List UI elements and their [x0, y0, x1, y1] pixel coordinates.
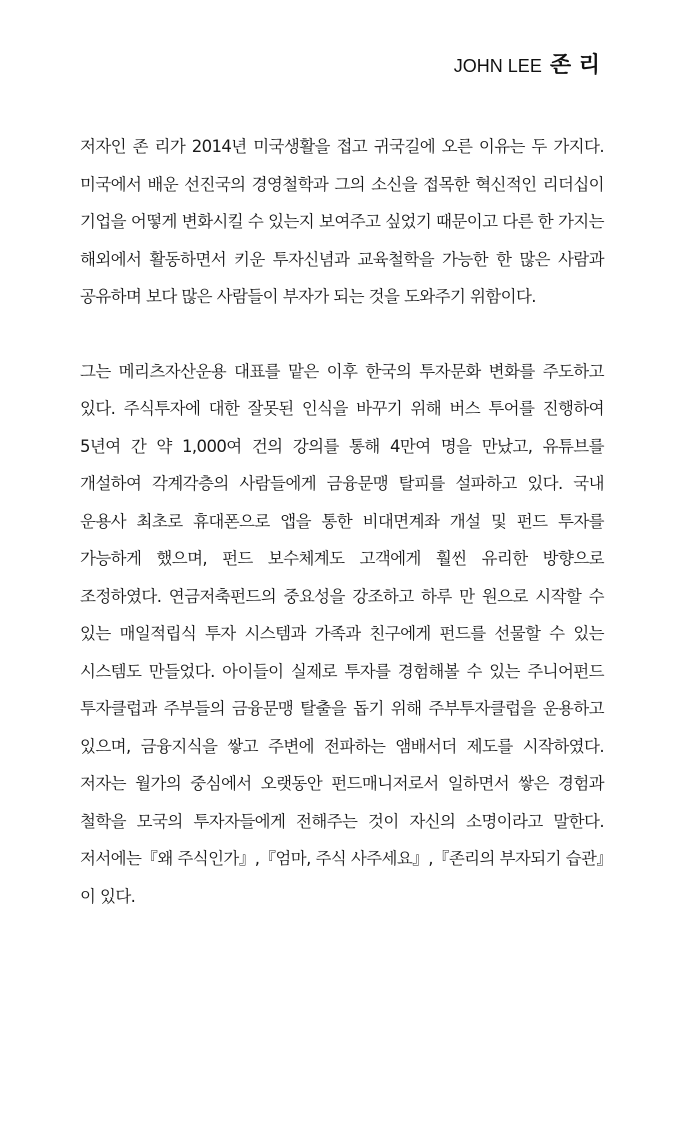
author-name-en: JOHN LEE: [453, 56, 542, 76]
author-name-ko: 존 리: [549, 53, 600, 78]
bio-paragraph: 그는 메리츠자산운용 대표를 맡은 이후 한국의 투자문화 변화를 주도하고 있다. 주식투자에 대한 잘못된 인식을 바꾸기 위해 버스 투어를 진행하여 5년여 간 약 1,000여 건의 강의를 통해 4만여 명을 만났고, 유튜브를 개설하여 각계각층의 사람들에게 금융문맹 탈피를 설파하고 있다. 국내 운용사 최초로 휴대폰으로 앱을 통한 비대면계좌 개설 및 펀드 투자를 가능하게 했으며, 펀드 보수체계도 고객에게 훨씬 유리한 방향으로 조정하였다. 연금저축펀드의 중요성을 강조하고 하루 만 원으로 시작할 수 있는 매일적립식 투자 시스템과 가족과 친구에게 펀드를 선물할 수 있는 시스템도 만들었다. 아이들이 실제로 투자를 경험해볼 수 있는 주니어펀드 투자클럽과 주부들의 금융문맹 탈출을 돕기 위해 주부투자클럽을 운용하고 있으며, 금융지식을 쌓고 주변에 전파하는 앰배서더 제도를 시작하였다. 저자는 월가의 중심에서 오랫동안 펀드매니저로서 일하면서 쌓은 경험과 철학을 모국의 투자자들에게 전해주는 것이 자신의 소명이라고 말한다. 저서에는『왜 주식인가』,『엄마, 주식 사주세요』,『존리의 부자되기 습관』이 있다.: [80, 361, 604, 906]
bio-paragraph: 저자인 존 리가 2014년 미국생활을 접고 귀국길에 오른 이유는 두 가지다. 미국에서 배운 선진국의 경영철학과 그의 소신을 접목한 혁신적인 리더십이 기업을 어떻게 변화시킬 수 있는지 보여주고 싶었기 때문이고 다른 한 가지는 해외에서 활동하면서 키운 투자신념과 교육철학을 가능한 한 많은 사람과 공유하며 보다 많은 사람들이 부자가 되는 것을 도와주기 위함이다.: [80, 137, 604, 306]
author-bio: [80, 128, 604, 915]
author-header: [454, 48, 600, 79]
